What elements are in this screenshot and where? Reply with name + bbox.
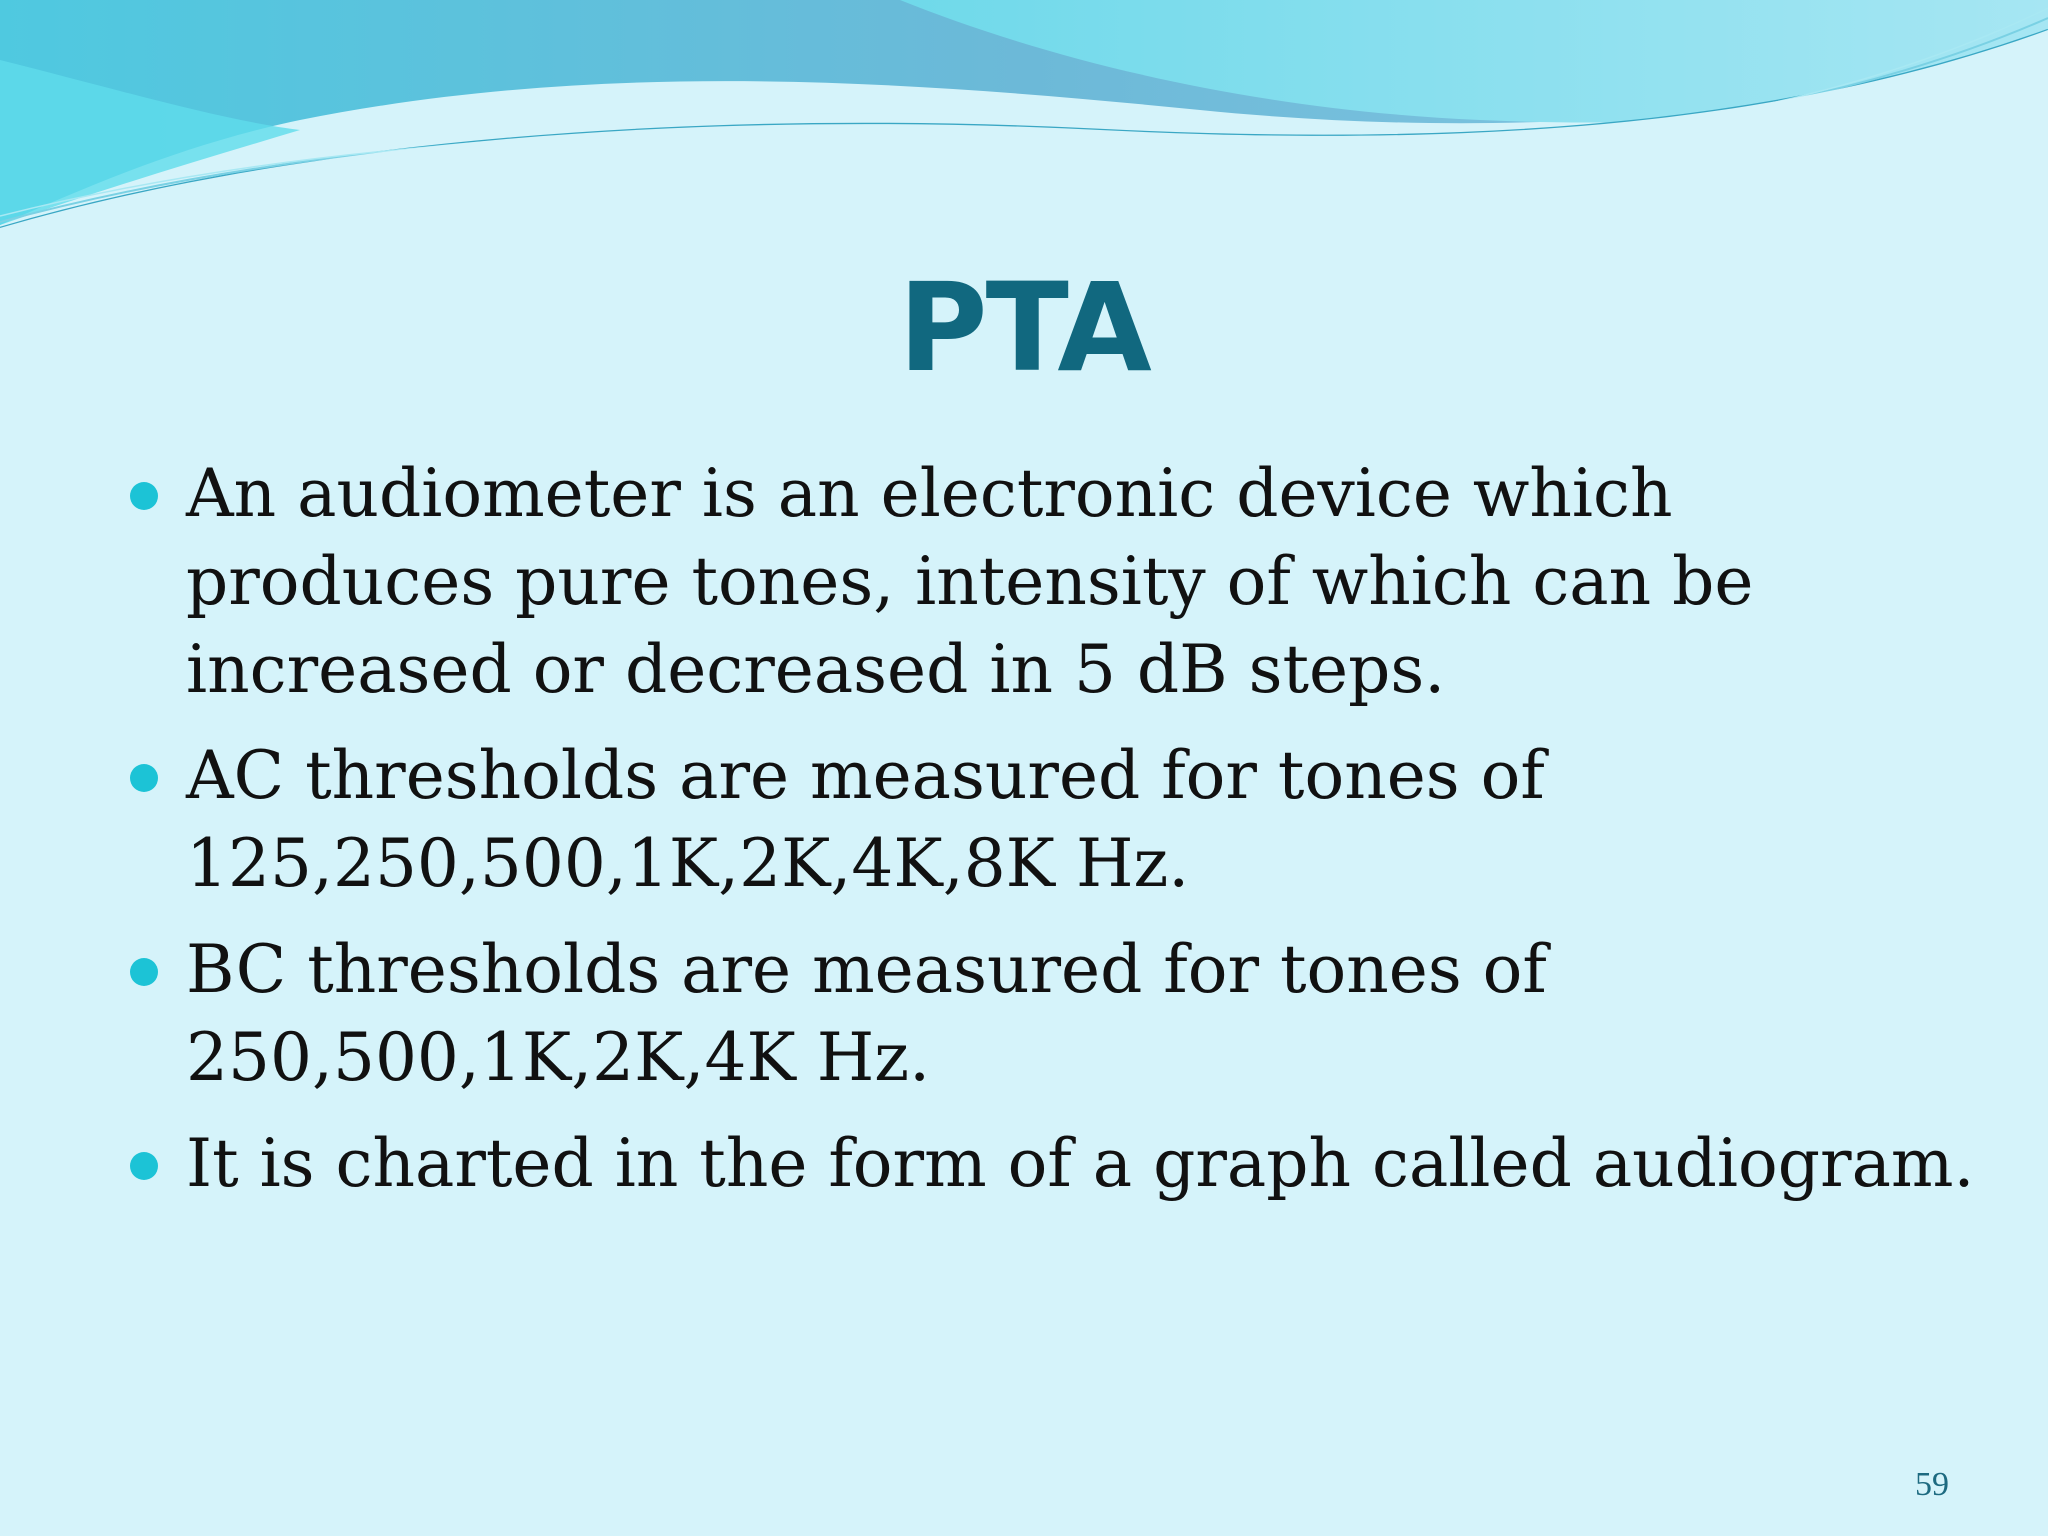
bullet-list [0, 450, 2048, 1226]
bullet-item [0, 1120, 2048, 1208]
slide-title: PTA [898, 257, 1150, 399]
bullet-item [0, 732, 2048, 908]
bullet-dot-icon [130, 764, 158, 792]
page-number: 59 [1915, 1466, 1949, 1503]
bullet-item [0, 926, 2048, 1102]
bullet-text: BC thresholds are measured for tones of 250,500,1K,2K,4K Hz. [186, 931, 1547, 1096]
bullet-text: An audiometer is an electronic device which produces pure tones, intensity of which can be increased or decreased in 5 dB steps. [186, 455, 1754, 708]
bullet-dot-icon [130, 958, 158, 986]
bullet-dot-icon [130, 1152, 158, 1180]
header-wave-decoration [0, 0, 2048, 240]
bullet-text: It is charted in the form of a graph called audiogram. [186, 1125, 1975, 1202]
bullet-item [0, 450, 2048, 714]
bullet-dot-icon [130, 482, 158, 510]
bullet-text: AC thresholds are measured for tones of 125,250,500,1K,2K,4K,8K Hz. [186, 737, 1545, 902]
